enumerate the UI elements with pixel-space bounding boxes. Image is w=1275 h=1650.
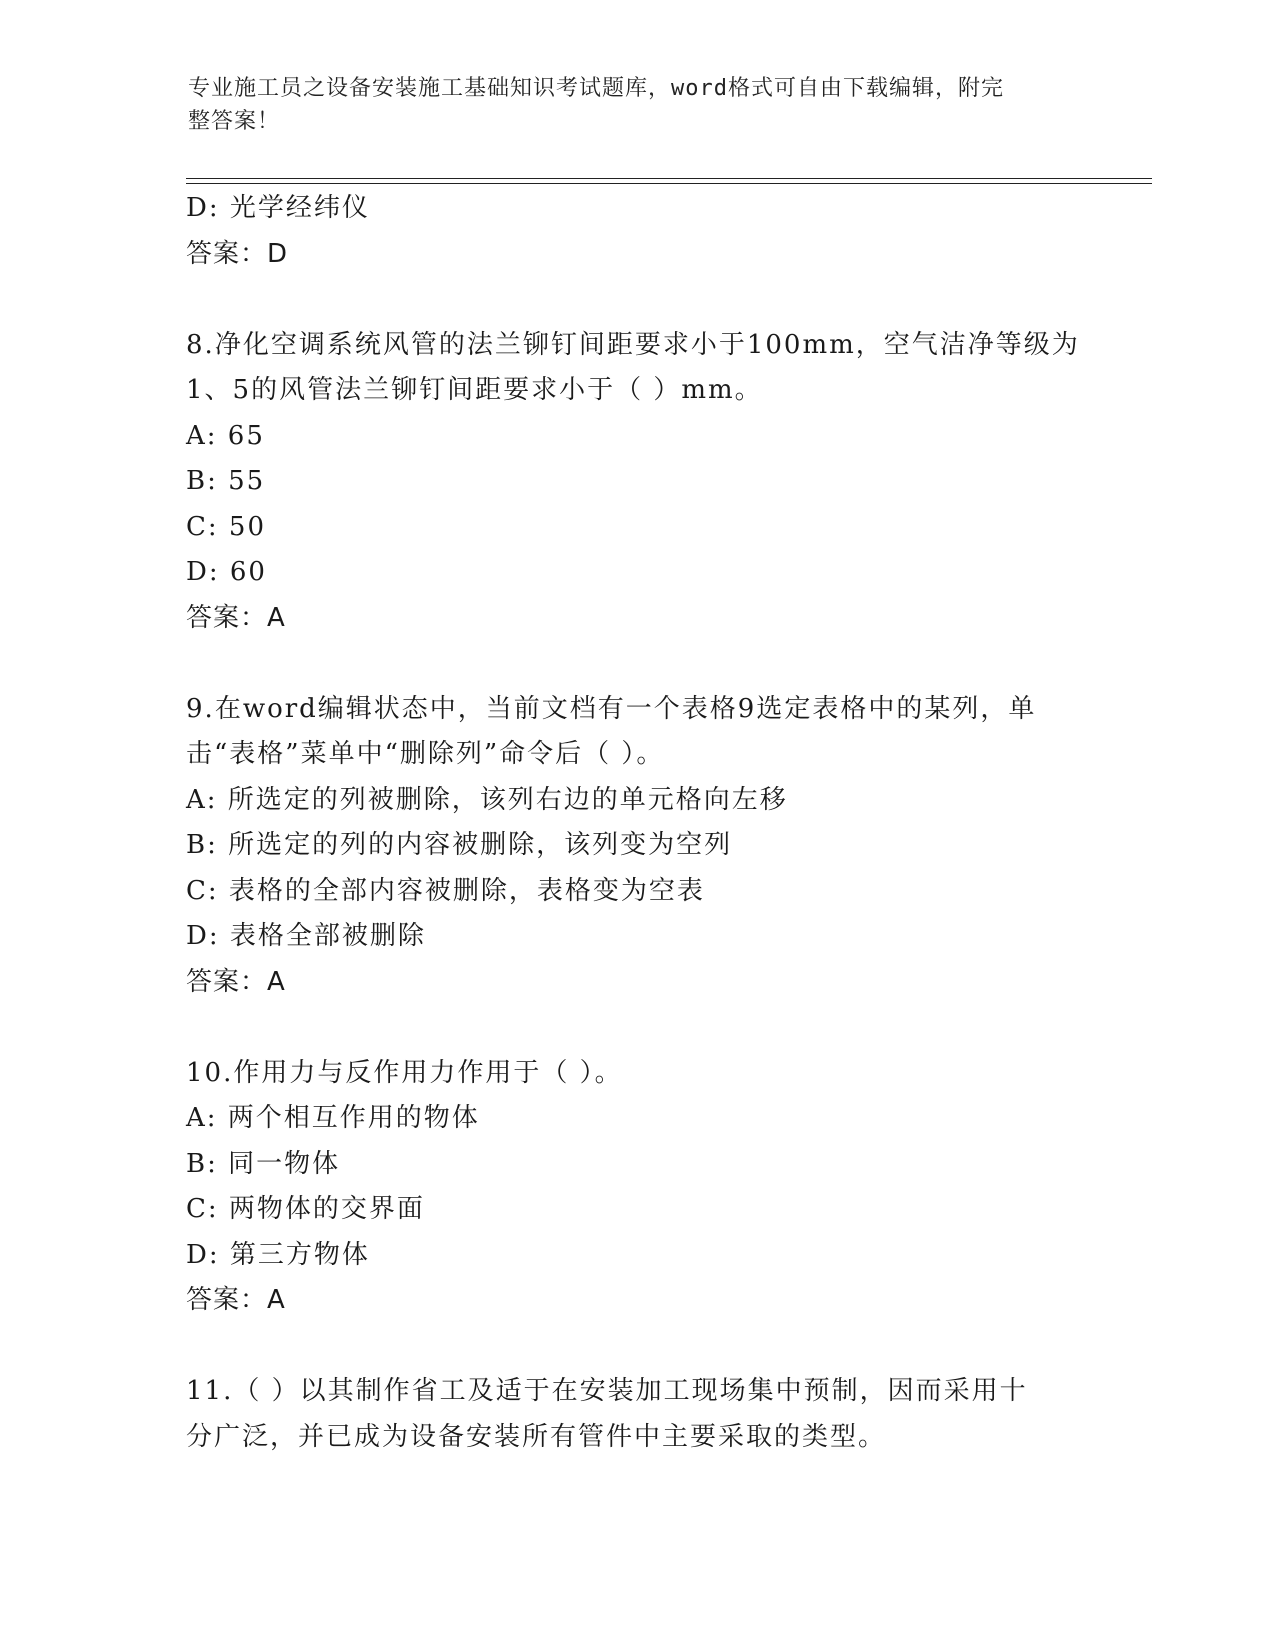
answer-line: 答案：A	[186, 1285, 286, 1315]
header-divider-top	[186, 178, 1152, 179]
option-b: B: 55	[186, 466, 266, 496]
header-line-2: 整答案！	[188, 109, 281, 134]
question-text-line: 分广泛，并已成为设备安装所有管件中主要采取的类型。	[186, 1421, 887, 1452]
question-number: 11.	[186, 1376, 234, 1406]
question-8	[186, 323, 1086, 642]
option-d: D: 光学经纬仪	[186, 193, 370, 223]
question-text: 净化空调系统风管的法兰铆钉间距要求小于100mm，空气洁净等级为	[214, 329, 1080, 360]
question-text-line	[186, 323, 1086, 369]
document-header	[188, 72, 1068, 138]
option-a: A: 所选定的列被删除，该列右边的单元格向左移	[186, 784, 788, 815]
question-text-line	[186, 1369, 1086, 1415]
question-list	[186, 186, 1086, 1460]
question-number: 8.	[186, 329, 215, 360]
question-11	[186, 1369, 1086, 1460]
answer-line: 答案：A	[186, 602, 286, 633]
option-d: D: 表格全部被删除	[186, 921, 426, 951]
option-a: A: 两个相互作用的物体	[186, 1103, 480, 1133]
option-c: C: 表格的全部内容被删除，表格变为空表	[186, 875, 705, 906]
question-9	[186, 687, 1086, 1006]
answer-line: 答案：A	[186, 966, 286, 997]
header-divider-bottom	[186, 183, 1152, 184]
option-a: A: 65	[186, 420, 265, 451]
option-b: B: 所选定的列的内容被删除，该列变为空列	[186, 830, 733, 860]
prev-question	[186, 186, 1086, 277]
question-text-line	[186, 687, 1086, 733]
question-number: 10.	[186, 1057, 234, 1088]
option-b: B: 同一物体	[186, 1148, 341, 1179]
option-c: C: 两物体的交界面	[186, 1194, 425, 1224]
question-text: （ ）以其制作省工及适于在安装加工现场集中预制，因而采用十	[233, 1376, 1028, 1406]
question-text-line: 击“表格”菜单中“删除列”命令后（ ）。	[186, 739, 665, 769]
question-text: 作用力与反作用力作用于（ ）。	[233, 1057, 623, 1088]
option-d: D: 第三方物体	[186, 1239, 370, 1270]
question-text: 在word编辑状态中，当前文档有一个表格9选定表格中的某列，单	[214, 693, 1037, 724]
question-text-line	[186, 1051, 1086, 1097]
option-c: C: 50	[186, 511, 267, 542]
question-number: 9.	[186, 693, 215, 724]
header-line-1: 专业施工员之设备安装施工基础知识考试题库，word格式可自由下载编辑，附完	[188, 76, 1004, 101]
question-text-line: 1、5的风管法兰铆钉间距要求小于（ ）mm。	[186, 375, 763, 405]
question-10	[186, 1051, 1086, 1324]
option-d: D: 60	[186, 557, 267, 587]
answer-line: 答案：D	[186, 238, 289, 269]
